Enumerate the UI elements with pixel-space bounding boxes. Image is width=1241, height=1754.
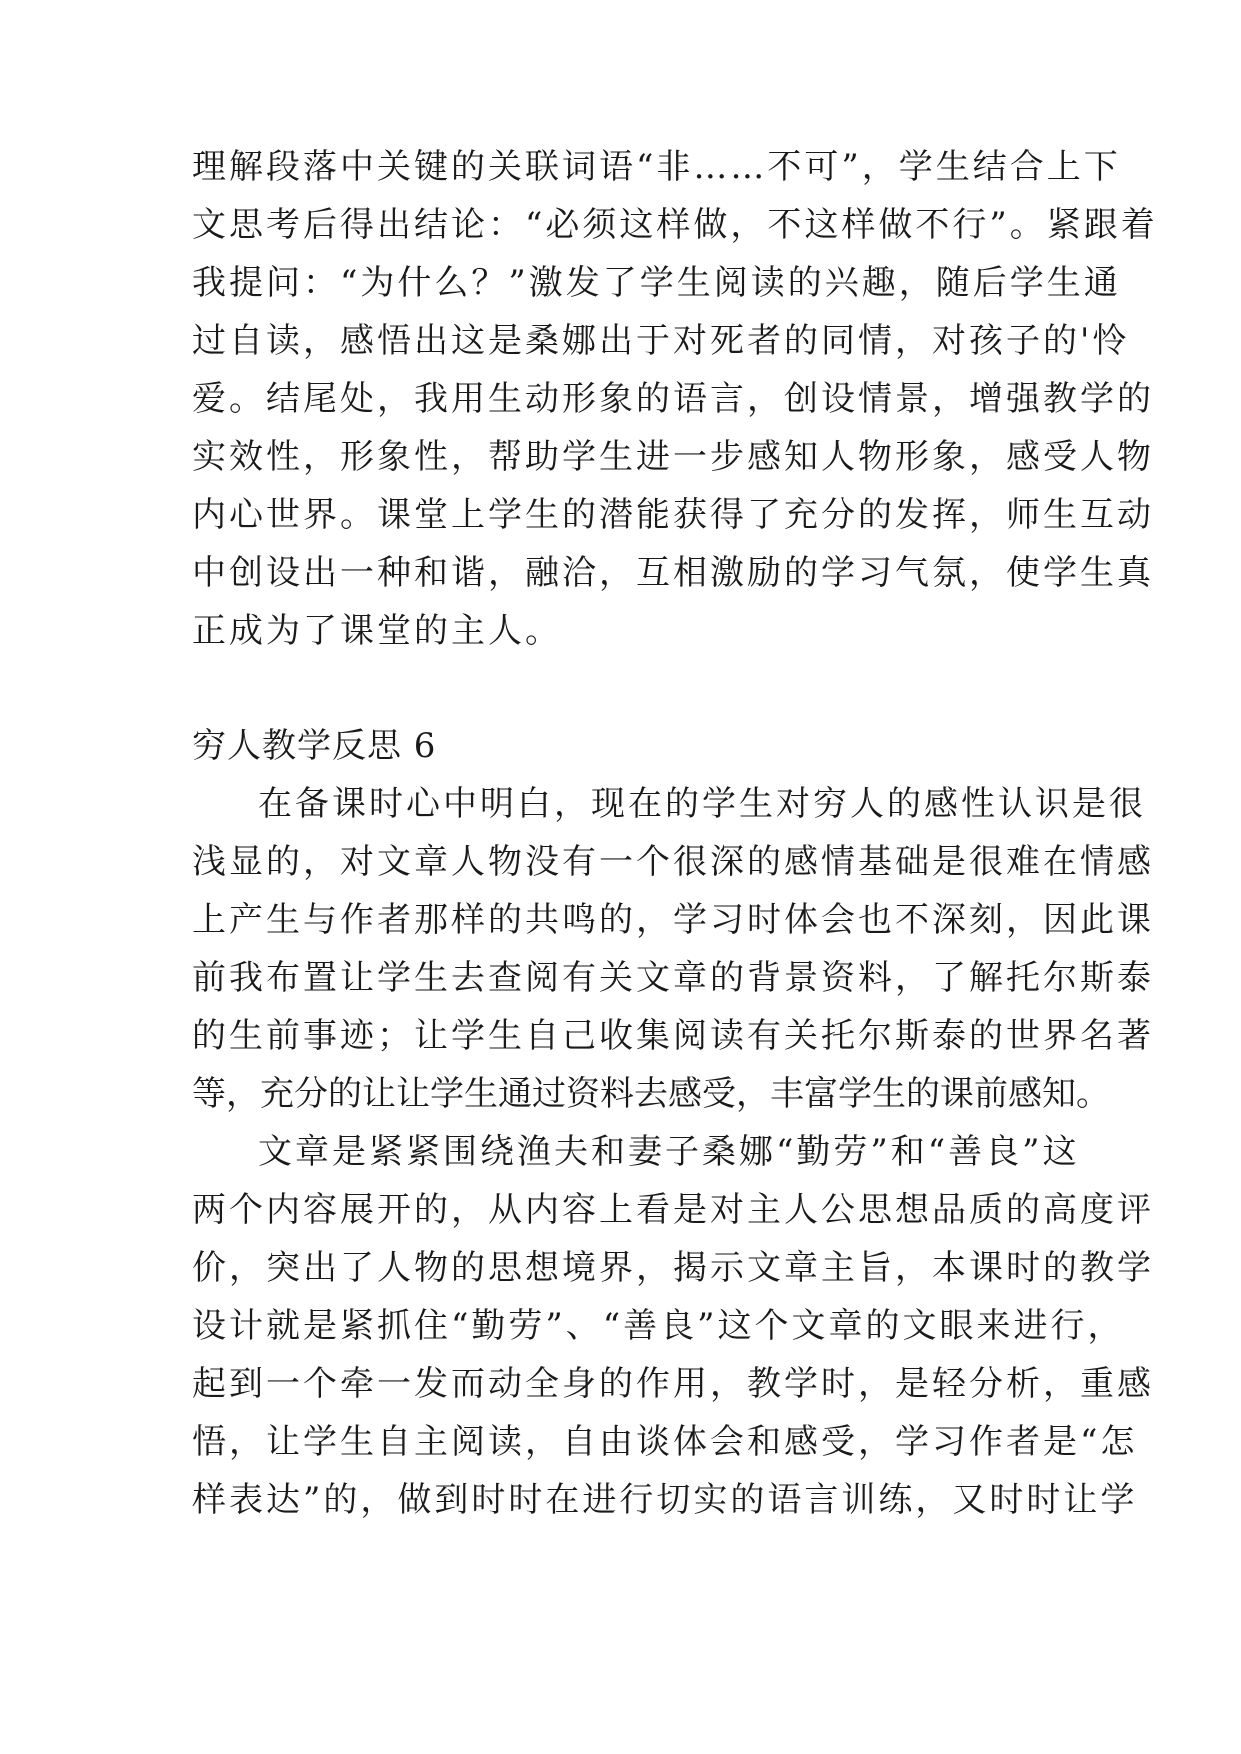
text-line: 前我布置让学生去查阅有关文章的背景资料，了解托尔斯泰 xyxy=(192,958,1154,998)
text-line: 我提问：“为什么？”激发了学生阅读的兴趣，随后学生通 xyxy=(192,263,1121,303)
text-line: 中创设出一种和谐，融洽，互相激励的学习气氛，使学生真 xyxy=(192,553,1154,593)
text-line: 文思考后得出结论：“必须这样做，不这样做不行”。紧跟着 xyxy=(192,205,1158,245)
section-title: 穷人教学反思 6 xyxy=(192,726,437,766)
text-line: 理解段落中关键的关联词语“非……不可”，学生结合上下 xyxy=(192,147,1121,187)
text-line: 过自读，感悟出这是桑娜出于对死者的同情，对孩子的'怜 xyxy=(192,321,1130,361)
text-line: 浅显的，对文章人物没有一个很深的感情基础是很难在情感 xyxy=(192,842,1154,882)
text-line: 样表达”的，做到时时在进行切实的语言训练，又时时让学 xyxy=(192,1480,1138,1520)
text-line: 悟，让学生自主阅读，自由谈体会和感受，学习作者是“怎 xyxy=(192,1422,1138,1462)
text-line: 价，突出了人物的思想境界，揭示文章主旨，本课时的教学 xyxy=(192,1248,1154,1288)
text-line: 等，充分的让让学生通过资料去感受，丰富学生的课前感知。 xyxy=(192,1074,1110,1114)
text-line-last: 正成为了课堂的主人。 xyxy=(192,611,562,651)
text-line: 在备课时心中明白，现在的学生对穷人的感性认识是很 xyxy=(258,784,1146,824)
text-line: 设计就是紧抓住“勤劳”、“善良”这个文章的文眼来进行， xyxy=(192,1306,1125,1346)
text-line: 的生前事迹；让学生自己收集阅读有关托尔斯泰的世界名著 xyxy=(192,1016,1154,1056)
text-line: 文章是紧紧围绕渔夫和妻子桑娜“勤劳”和“善良”这 xyxy=(258,1132,1080,1172)
text-line: 爱。结尾处，我用生动形象的语言，创设情景，增强教学的 xyxy=(192,379,1154,419)
text-line: 起到一个牵一发而动全身的作用，教学时，是轻分析，重感 xyxy=(192,1364,1154,1404)
text-line: 实效性，形象性，帮助学生进一步感知人物形象，感受人物 xyxy=(192,437,1154,477)
text-line: 上产生与作者那样的共鸣的，学习时体会也不深刻，因此课 xyxy=(192,900,1154,940)
text-line: 两个内容展开的，从内容上看是对主人公思想品质的高度评 xyxy=(192,1190,1154,1230)
text-line: 内心世界。课堂上学生的潜能获得了充分的发挥，师生互动 xyxy=(192,495,1154,535)
